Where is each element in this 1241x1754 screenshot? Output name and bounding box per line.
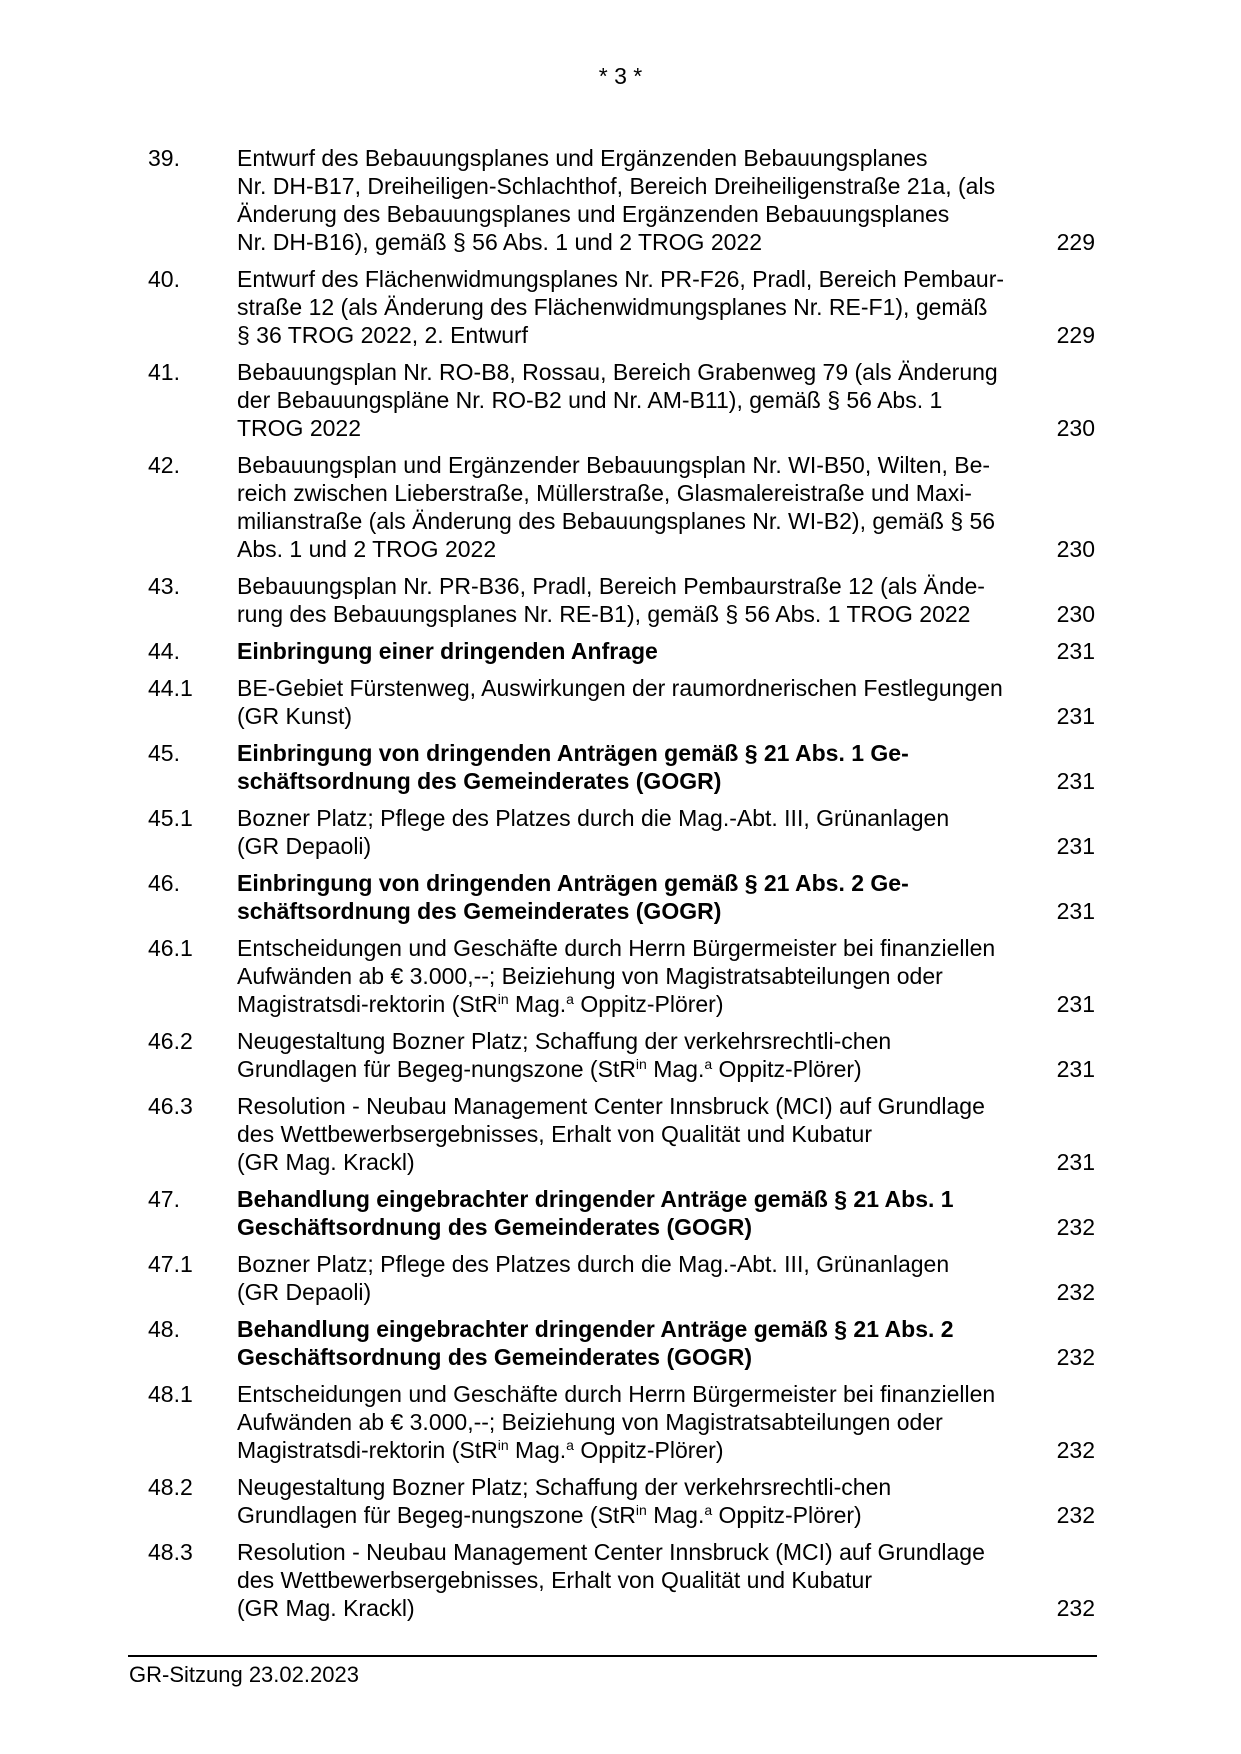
superscript: a [566, 1437, 574, 1453]
toc-line: Behandlung eingebrachter dringender Anträge gemäß § 21 Abs. 1 [237, 1186, 954, 1212]
toc-line: Abs. 1 und 2 TROG 2022 [237, 536, 497, 562]
toc-line: Resolution - Neubau Management Center Innsbruck (MCI) auf Grundlage [237, 1539, 985, 1565]
superscript: in [497, 1437, 509, 1453]
toc-line: Entwurf des Bebauungsplanes und Ergänzenden Bebauungsplanes [237, 145, 928, 171]
superscript: a [704, 1502, 713, 1518]
toc-line: milianstraße (als Änderung des Bebauungsplanes Nr. WI-B2), gemäß § 56 [237, 508, 996, 534]
toc-line: Resolution - Neubau Management Center Innsbruck (MCI) auf Grundlage [237, 1093, 985, 1119]
toc-item-44 [148, 637, 1095, 665]
toc-line: § 36 TROG 2022, 2. Entwurf [237, 322, 529, 348]
toc-item-page-number: 231 [1056, 833, 1095, 859]
superscript: a [566, 991, 574, 1007]
toc-item-number: 42. [148, 452, 180, 478]
footer-session-label: GR-Sitzung 23.02.2023 [129, 1662, 359, 1687]
toc-line: schäftsordnung des Gemeinderates (GOGR) [237, 768, 722, 794]
toc-item-48 [148, 1315, 1095, 1371]
toc-item-text [237, 1473, 1015, 1529]
toc-item-text [237, 869, 1015, 925]
toc-item-48.2 [148, 1473, 1095, 1529]
toc-item-page-number: 230 [1056, 415, 1095, 441]
toc-item-text [237, 1250, 1015, 1306]
toc-item-46.3 [148, 1092, 1095, 1176]
toc-item-page-number: 232 [1056, 1437, 1095, 1463]
toc-item-text [237, 674, 1015, 730]
toc-item-text [237, 637, 1015, 665]
toc-line: Magistratsdi-rektorin (StR$^{in}$ Mag.$^a$ Oppitz-Plörer) [237, 991, 724, 1017]
toc-line: Änderung des Bebauungsplanes und Ergänzenden Bebauungsplanes [237, 201, 950, 227]
toc-line: Bebauungsplan Nr. RO-B8, Rossau, Bereich Grabenweg 79 (als Änderung [237, 359, 998, 385]
toc-item-page-number: 232 [1056, 1279, 1095, 1305]
toc-item-text [237, 934, 1015, 1018]
toc-line: Einbringung einer dringenden Anfrage [237, 638, 658, 664]
toc-item-39 [148, 144, 1095, 256]
toc-line: Neugestaltung Bozner Platz; Schaffung der verkehrsrechtli-chen [237, 1028, 892, 1054]
toc-item-text [237, 1315, 1015, 1371]
toc-item-text [237, 265, 1015, 349]
toc-line: des Wettbewerbsergebnisses, Erhalt von Qualität und Kubatur [237, 1567, 872, 1593]
toc-item-page-number: 231 [1056, 1149, 1095, 1175]
toc-item-number: 46.3 [148, 1093, 193, 1119]
toc-item-number: 47.1 [148, 1251, 193, 1277]
toc-item-46.1 [148, 934, 1095, 1018]
toc-line: Neugestaltung Bozner Platz; Schaffung der verkehrsrechtli-chen [237, 1474, 892, 1500]
toc-line: TROG 2022 [237, 415, 361, 441]
toc-item-page-number: 231 [1056, 991, 1095, 1017]
toc-line: Nr. DH-B16), gemäß § 56 Abs. 1 und 2 TROG 2022 [237, 229, 763, 255]
toc-line: schäftsordnung des Gemeinderates (GOGR) [237, 898, 722, 924]
toc-item-number: 45. [148, 740, 180, 766]
toc-item-number: 46. [148, 870, 180, 896]
toc-line: Entscheidungen und Geschäfte durch Herrn Bürgermeister bei finanziellen [237, 1381, 996, 1407]
toc-line: straße 12 (als Änderung des Flächenwidmungsplanes Nr. RE-F1), gemäß [237, 294, 988, 320]
toc-item-number: 47. [148, 1186, 180, 1212]
toc-item-text [237, 739, 1015, 795]
toc-item-page-number: 231 [1056, 1056, 1095, 1082]
toc-item-page-number: 230 [1056, 536, 1095, 562]
toc-item-text [237, 1092, 1015, 1176]
toc-item-text [237, 1027, 1015, 1083]
toc-line: Entwurf des Flächenwidmungsplanes Nr. PR-F26, Pradl, Bereich Pembaur- [237, 266, 1005, 292]
toc-item-48.3 [148, 1538, 1095, 1622]
toc-item-text [237, 1380, 1015, 1464]
toc-item-page-number: 231 [1056, 638, 1095, 664]
toc-item-number: 48.2 [148, 1474, 193, 1500]
toc-item-45.1 [148, 804, 1095, 860]
toc-item-40 [148, 265, 1095, 349]
toc-item-page-number: 232 [1056, 1214, 1095, 1240]
superscript: a [704, 1056, 713, 1072]
toc-line: Magistratsdi-rektorin (StR$^{in}$ Mag.$^a$ Oppitz-Plörer) [237, 1437, 724, 1463]
toc-line: (GR Mag. Krackl) [237, 1595, 415, 1621]
toc-item-page-number: 229 [1056, 229, 1095, 255]
toc-item-47.1 [148, 1250, 1095, 1306]
toc-line: rung des Bebauungsplanes Nr. RE-B1), gemäß § 56 Abs. 1 TROG 2022 [237, 601, 971, 627]
toc-item-number: 41. [148, 359, 180, 385]
superscript: in [635, 1056, 647, 1072]
toc-item-page-number: 229 [1056, 322, 1095, 348]
toc-item-text [237, 572, 1015, 628]
toc-line: (GR Depaoli) [237, 1279, 372, 1305]
footer-divider [128, 1655, 1097, 1657]
toc-item-number: 45.1 [148, 805, 193, 831]
toc-line: Aufwänden ab € 3.000,--; Beiziehung von Magistratsabteilungen oder [237, 963, 943, 989]
toc-line: (GR Depaoli) [237, 833, 372, 859]
toc-item-page-number: 232 [1056, 1595, 1095, 1621]
toc-line: Einbringung von dringenden Anträgen gemäß § 21 Abs. 2 Ge- [237, 870, 909, 896]
toc-item-44.1 [148, 674, 1095, 730]
toc-line: Einbringung von dringenden Anträgen gemäß § 21 Abs. 1 Ge- [237, 740, 909, 766]
toc-line: Geschäftsordnung des Gemeinderates (GOGR) [237, 1214, 753, 1240]
table-of-contents [148, 144, 1095, 1631]
toc-item-number: 48.3 [148, 1539, 193, 1565]
toc-item-number: 39. [148, 145, 180, 171]
toc-line: Bebauungsplan Nr. PR-B36, Pradl, Bereich Pembaurstraße 12 (als Ände- [237, 573, 985, 599]
toc-item-page-number: 231 [1056, 898, 1095, 924]
toc-line: Bozner Platz; Pflege des Platzes durch die Mag.-Abt. III, Grünanlagen [237, 1251, 950, 1277]
toc-line: Grundlagen für Begeg-nungszone (StR$^{in}$ Mag.$^a$ Oppitz-Plörer) [237, 1502, 862, 1528]
toc-line: Geschäftsordnung des Gemeinderates (GOGR) [237, 1344, 753, 1370]
toc-item-48.1 [148, 1380, 1095, 1464]
toc-item-text [237, 451, 1015, 563]
toc-item-text [237, 358, 1015, 442]
toc-item-page-number: 232 [1056, 1502, 1095, 1528]
toc-line: der Bebauungspläne Nr. RO-B2 und Nr. AM-B11), gemäß § 56 Abs. 1 [237, 387, 943, 413]
toc-item-text [237, 1185, 1015, 1241]
toc-line: Entscheidungen und Geschäfte durch Herrn Bürgermeister bei finanziellen [237, 935, 996, 961]
toc-line: Aufwänden ab € 3.000,--; Beiziehung von Magistratsabteilungen oder [237, 1409, 943, 1435]
toc-item-number: 46.1 [148, 935, 193, 961]
toc-item-number: 44.1 [148, 675, 193, 701]
toc-item-42 [148, 451, 1095, 563]
toc-item-page-number: 232 [1056, 1344, 1095, 1370]
toc-item-text [237, 144, 1015, 256]
toc-item-text [237, 804, 1015, 860]
toc-line: Bozner Platz; Pflege des Platzes durch die Mag.-Abt. III, Grünanlagen [237, 805, 950, 831]
toc-item-46.2 [148, 1027, 1095, 1083]
page-number-header: * 3 * [598, 63, 643, 89]
toc-line: Behandlung eingebrachter dringender Anträge gemäß § 21 Abs. 2 [237, 1316, 954, 1342]
superscript: in [497, 991, 509, 1007]
toc-line: Nr. DH-B17, Dreiheiligen-Schlachthof, Bereich Dreiheiligenstraße 21a, (als [237, 173, 996, 199]
toc-item-page-number: 231 [1056, 703, 1095, 729]
toc-item-43 [148, 572, 1095, 628]
toc-item-number: 40. [148, 266, 180, 292]
toc-item-46 [148, 869, 1095, 925]
toc-line: (GR Kunst) [237, 703, 353, 729]
toc-item-number: 43. [148, 573, 180, 599]
toc-line: reich zwischen Lieberstraße, Müllerstraße, Glasmalereistraße und Maxi- [237, 480, 972, 506]
toc-line: Grundlagen für Begeg-nungszone (StR$^{in}$ Mag.$^a$ Oppitz-Plörer) [237, 1056, 862, 1082]
toc-item-page-number: 230 [1056, 601, 1095, 627]
toc-line: BE-Gebiet Fürstenweg, Auswirkungen der raumordnerischen Festlegungen [237, 675, 1003, 701]
toc-item-41 [148, 358, 1095, 442]
toc-item-page-number: 231 [1056, 768, 1095, 794]
toc-item-number: 48.1 [148, 1381, 193, 1407]
toc-item-number: 48. [148, 1316, 180, 1342]
superscript: in [635, 1502, 647, 1518]
toc-item-45 [148, 739, 1095, 795]
toc-item-text [237, 1538, 1015, 1622]
toc-item-47 [148, 1185, 1095, 1241]
toc-item-number: 46.2 [148, 1028, 193, 1054]
toc-item-number: 44. [148, 638, 180, 664]
toc-line: Bebauungsplan und Ergänzender Bebauungsplan Nr. WI-B50, Wilten, Be- [237, 452, 991, 478]
toc-line: (GR Mag. Krackl) [237, 1149, 415, 1175]
toc-line: des Wettbewerbsergebnisses, Erhalt von Qualität und Kubatur [237, 1121, 872, 1147]
